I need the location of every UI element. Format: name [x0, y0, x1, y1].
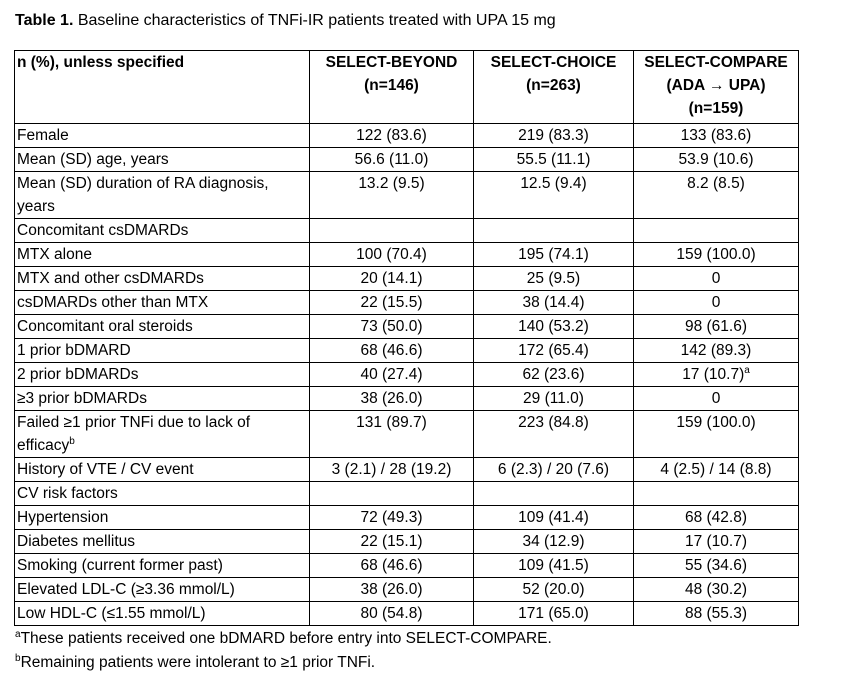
row-value-text: 52 (20.0) — [522, 581, 585, 598]
row-value-col3 — [634, 578, 799, 602]
row-value-text: 20 (14.1) — [360, 270, 423, 287]
row-label-text: Concomitant oral steroids — [17, 318, 193, 335]
header-select-beyond — [310, 51, 474, 124]
row-value-col1 — [310, 243, 474, 267]
table-row — [15, 148, 799, 172]
row-value-text: 38 (26.0) — [360, 390, 423, 407]
table-row — [15, 291, 799, 315]
row-value-col1 — [310, 458, 474, 482]
row-value-col2 — [474, 148, 634, 172]
row-value-col2 — [474, 124, 634, 148]
row-label-text: Failed ≥1 prior TNFi due to lack of efficacy — [17, 414, 251, 454]
row-label — [15, 387, 310, 411]
row-value-text: 223 (84.8) — [518, 414, 589, 431]
row-value-text: 6 (2.3) / 20 (7.6) — [497, 461, 610, 478]
row-value-col2 — [474, 291, 634, 315]
row-label-text: 1 prior bDMARD — [17, 342, 131, 359]
row-label — [15, 530, 310, 554]
row-value-col2 — [474, 554, 634, 578]
row-value-col2 — [474, 315, 634, 339]
row-label — [15, 506, 310, 530]
row-value-text: 122 (83.6) — [356, 127, 427, 144]
row-value-text: 4 (2.5) / 14 (8.8) — [660, 461, 772, 478]
row-value-text: 68 (42.8) — [684, 509, 748, 526]
row-value-text: 48 (30.2) — [684, 581, 748, 598]
row-value-text: 133 (83.6) — [680, 127, 752, 144]
row-label — [15, 124, 310, 148]
row-value-text: 0 — [711, 390, 721, 407]
row-value-text: 38 (14.4) — [522, 294, 585, 311]
row-value-text: 0 — [711, 294, 721, 311]
table-row — [15, 243, 799, 267]
row-value-col2 — [474, 506, 634, 530]
row-value-col2 — [474, 530, 634, 554]
baseline-characteristics-table — [14, 50, 799, 626]
row-value-col3 — [634, 339, 799, 363]
row-value-text: 56.6 (11.0) — [354, 151, 429, 168]
table-caption — [15, 10, 556, 32]
table-row — [15, 578, 799, 602]
row-value-text: 0 — [711, 270, 721, 287]
row-value-col1 — [310, 602, 474, 626]
footnote-mark: b — [69, 435, 75, 447]
row-value-col3 — [634, 363, 799, 387]
row-label — [15, 482, 310, 506]
row-value-text: 219 (83.3) — [518, 127, 589, 144]
row-value-text: 17 (10.7) — [682, 366, 745, 383]
row-value-text: 171 (65.0) — [518, 605, 589, 622]
row-value-col1 — [310, 387, 474, 411]
row-label-text: Mean (SD) age, years — [17, 151, 169, 168]
row-value-col2 — [474, 243, 634, 267]
row-label-text: Low HDL-C (≤1.55 mmol/L) — [17, 605, 206, 622]
row-label-text: CV risk factors — [17, 485, 118, 502]
row-value-col1 — [310, 411, 474, 458]
table-row — [15, 339, 799, 363]
row-label-text: Concomitant csDMARDs — [17, 222, 189, 239]
table-row — [15, 363, 799, 387]
row-value-text: 72 (49.3) — [360, 509, 423, 526]
footnote-mark: a — [744, 364, 750, 376]
row-value-col2 — [474, 172, 634, 219]
table-row — [15, 458, 799, 482]
row-value-text: 55.5 (11.1) — [516, 151, 591, 168]
row-value-text: 172 (65.4) — [518, 342, 589, 359]
table-row — [15, 219, 799, 243]
row-value-text: 68 (46.6) — [360, 557, 423, 574]
row-value-col3 — [634, 387, 799, 411]
row-value-text: 131 (89.7) — [356, 414, 427, 431]
row-label — [15, 267, 310, 291]
row-value-col1 — [310, 578, 474, 602]
row-value-text: 100 (70.4) — [356, 246, 427, 263]
row-value-col1 — [310, 482, 474, 506]
row-value-col1 — [310, 124, 474, 148]
row-value-col3 — [634, 506, 799, 530]
footnote-b-text: Remaining patients were intolerant to ≥1 prior TNFi. — [20, 654, 376, 671]
row-value-text: 3 (2.1) / 28 (19.2) — [331, 461, 452, 478]
table-row — [15, 267, 799, 291]
row-value-col3 — [634, 554, 799, 578]
row-label — [15, 578, 310, 602]
table-row — [15, 411, 799, 458]
row-value-col2 — [474, 339, 634, 363]
row-value-text: 17 (10.7) — [684, 533, 748, 550]
header-select-choice — [474, 51, 634, 124]
row-value-text: 55 (34.6) — [684, 557, 748, 574]
header-select-beyond-n: (n=146) — [364, 77, 419, 94]
row-label-text: Elevated LDL-C (≥3.36 mmol/L) — [17, 581, 235, 598]
row-value-text: 38 (26.0) — [360, 581, 423, 598]
row-label — [15, 219, 310, 243]
row-label — [15, 554, 310, 578]
row-value-text: 13.2 (9.5) — [358, 175, 425, 192]
footnote-a-mark: a — [15, 628, 21, 640]
row-value-text: 22 (15.1) — [360, 533, 423, 550]
row-value-col1 — [310, 267, 474, 291]
row-value-text: 29 (11.0) — [523, 390, 584, 407]
row-label-text: csDMARDs other than MTX — [17, 294, 209, 311]
row-label — [15, 458, 310, 482]
row-value-col3 — [634, 315, 799, 339]
row-value-col3 — [634, 482, 799, 506]
row-value-text: 159 (100.0) — [676, 246, 756, 263]
row-value-text: 12.5 (9.4) — [520, 175, 587, 192]
header-select-beyond-name: SELECT-BEYOND — [325, 54, 458, 71]
row-value-col1 — [310, 506, 474, 530]
row-value-col3 — [634, 458, 799, 482]
row-value-col1 — [310, 219, 474, 243]
row-value-col3 — [634, 243, 799, 267]
table-row — [15, 602, 799, 626]
header-select-compare-name: SELECT-COMPARE — [644, 54, 788, 71]
row-label — [15, 411, 310, 458]
row-label — [15, 363, 310, 387]
footnote-b — [15, 652, 375, 674]
row-label — [15, 172, 310, 219]
row-value-col1 — [310, 363, 474, 387]
header-select-compare-arm: (ADA → UPA) — [666, 77, 766, 94]
row-label — [15, 315, 310, 339]
row-label — [15, 291, 310, 315]
table-row — [15, 315, 799, 339]
row-value-text: 159 (100.0) — [676, 414, 756, 431]
row-value-col1 — [310, 172, 474, 219]
row-value-text: 73 (50.0) — [360, 318, 423, 335]
row-value-text: 25 (9.5) — [526, 270, 581, 287]
row-value-col3 — [634, 602, 799, 626]
row-value-text: 109 (41.4) — [518, 509, 589, 526]
table-row — [15, 387, 799, 411]
row-value-col2 — [474, 267, 634, 291]
row-value-text: 40 (27.4) — [360, 366, 423, 383]
row-label-text: Hypertension — [17, 509, 109, 526]
table-row — [15, 554, 799, 578]
row-value-text: 195 (74.1) — [518, 246, 589, 263]
row-value-text: 142 (89.3) — [680, 342, 752, 359]
row-value-col1 — [310, 554, 474, 578]
row-value-col3 — [634, 291, 799, 315]
row-value-text: 109 (41.5) — [518, 557, 589, 574]
row-value-text: 68 (46.6) — [360, 342, 423, 359]
table-body — [15, 124, 799, 626]
table-row — [15, 506, 799, 530]
table-row — [15, 124, 799, 148]
table-row — [15, 172, 799, 219]
table-caption-text: Baseline characteristics of TNFi-IR patients treated with UPA 15 mg — [73, 12, 556, 29]
footnote-a — [15, 628, 552, 650]
row-label-text: Diabetes mellitus — [17, 533, 136, 550]
row-value-col3 — [634, 172, 799, 219]
row-value-text: 53.9 (10.6) — [678, 151, 754, 168]
row-label-text: Mean (SD) duration of RA diagnosis, years — [17, 175, 269, 215]
row-value-text: 98 (61.6) — [684, 318, 748, 335]
row-value-col3 — [634, 124, 799, 148]
row-value-text: 88 (55.3) — [684, 605, 748, 622]
table-caption-label: Table 1. — [15, 12, 74, 29]
footnote-a-text: These patients received one bDMARD before entry into SELECT-COMPARE. — [20, 630, 552, 647]
row-value-text: 140 (53.2) — [518, 318, 589, 335]
row-value-col1 — [310, 530, 474, 554]
row-label-text: 2 prior bDMARDs — [17, 366, 139, 383]
row-value-text: 34 (12.9) — [522, 533, 585, 550]
row-label-text: Female — [17, 127, 69, 144]
header-unit-cell: n (%), unless specified — [15, 51, 310, 124]
header-select-choice-n: (n=263) — [526, 77, 581, 94]
row-value-col2 — [474, 411, 634, 458]
row-label — [15, 339, 310, 363]
row-value-col3 — [634, 219, 799, 243]
row-value-col3 — [634, 411, 799, 458]
row-label-text: ≥3 prior bDMARDs — [17, 390, 147, 407]
table-header-row — [15, 51, 799, 124]
row-label — [15, 602, 310, 626]
row-value-col1 — [310, 291, 474, 315]
row-label-text: MTX and other csDMARDs — [17, 270, 204, 287]
row-value-col2 — [474, 482, 634, 506]
row-value-col2 — [474, 363, 634, 387]
row-label — [15, 148, 310, 172]
row-value-col3 — [634, 530, 799, 554]
row-value-col2 — [474, 387, 634, 411]
header-select-compare-n: (n=159) — [688, 100, 744, 117]
row-value-col1 — [310, 339, 474, 363]
row-value-col2 — [474, 602, 634, 626]
row-label-text: History of VTE / CV event — [17, 461, 194, 478]
row-value-col2 — [474, 458, 634, 482]
row-value-col1 — [310, 148, 474, 172]
row-value-text: 8.2 (8.5) — [687, 175, 745, 192]
row-value-text: 62 (23.6) — [522, 366, 585, 383]
footnote-b-mark: b — [15, 652, 21, 664]
row-label-text: MTX alone — [17, 246, 92, 263]
row-value-col1 — [310, 315, 474, 339]
header-select-compare — [634, 51, 799, 124]
row-value-col2 — [474, 578, 634, 602]
header-select-choice-name: SELECT-CHOICE — [490, 54, 617, 71]
row-value-col3 — [634, 148, 799, 172]
table-row — [15, 530, 799, 554]
row-label — [15, 243, 310, 267]
table-row — [15, 482, 799, 506]
row-value-text: 22 (15.5) — [360, 294, 423, 311]
row-label-text: Smoking (current former past) — [17, 557, 223, 574]
row-value-text: 80 (54.8) — [360, 605, 423, 622]
row-value-col2 — [474, 219, 634, 243]
row-value-col3 — [634, 267, 799, 291]
